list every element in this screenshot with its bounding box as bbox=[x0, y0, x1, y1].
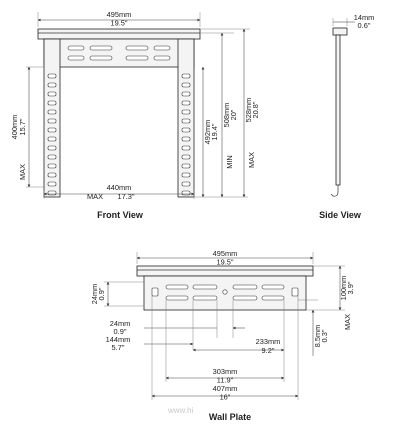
wall-height-mm: 100mm bbox=[339, 275, 348, 301]
wall-top-offset-mm: 24mm bbox=[90, 283, 99, 305]
arm-slot bbox=[48, 128, 56, 132]
arm-slot bbox=[48, 191, 56, 195]
front-width-bottom-mm: 440mm bbox=[106, 183, 132, 192]
front-view-caption: Front View bbox=[97, 210, 143, 220]
wall-width-in: 19.5" bbox=[216, 257, 234, 267]
wall-span-233-mm: 233mm bbox=[255, 337, 281, 346]
side-depth-mm: 14mm bbox=[353, 13, 375, 22]
wall-plate bbox=[90, 249, 355, 422]
front-width-bottom-in: 17.3" bbox=[117, 192, 135, 201]
wall-inner-24-in: 0.9" bbox=[113, 327, 127, 336]
side-bottom-hook bbox=[331, 185, 338, 196]
front-height-492-in: 19.4" bbox=[210, 123, 219, 141]
arm-slot bbox=[48, 146, 56, 150]
front-height-492-mm: 492mm bbox=[203, 119, 212, 145]
front-height-max-mm: 400mm bbox=[10, 114, 19, 140]
arm-slot bbox=[48, 92, 56, 96]
side-top-hook bbox=[333, 28, 347, 35]
wall-left-144-mm: 144mm bbox=[105, 335, 131, 344]
front-height-max-in: 15.7" bbox=[18, 118, 27, 136]
wall-top-offset-in: 0.9" bbox=[97, 287, 106, 301]
wall-height-prefix: MAX bbox=[343, 313, 352, 331]
front-height-508-in: 20" bbox=[229, 109, 238, 121]
front-width-bottom-prefix: MAX bbox=[86, 192, 104, 201]
front-height-528-mm: 528mm bbox=[244, 97, 253, 123]
front-width-top-mm: 495mm bbox=[106, 10, 132, 19]
wall-inner-24-mm: 24mm bbox=[109, 319, 131, 328]
front-width-top-in: 19.5" bbox=[110, 18, 128, 28]
arm-slot bbox=[48, 110, 56, 114]
arm-slot bbox=[182, 173, 190, 177]
watermark: www.hi bbox=[168, 406, 194, 415]
wall-plate-caption: Wall Plate bbox=[208, 412, 252, 422]
wall-height-in: 3.9" bbox=[346, 281, 355, 295]
arm-slot bbox=[182, 182, 190, 186]
arm-slot bbox=[182, 146, 190, 150]
front-top-bar bbox=[38, 29, 200, 39]
wall-top-bar bbox=[137, 266, 313, 276]
arm-slot bbox=[182, 74, 190, 78]
front-height-508-prefix: MIN bbox=[225, 155, 234, 169]
side-arm bbox=[336, 35, 340, 185]
side-view bbox=[319, 13, 374, 220]
wall-width-mm: 495mm bbox=[212, 249, 238, 258]
front-view bbox=[10, 10, 260, 220]
front-height-528-in: 20.8" bbox=[251, 101, 260, 119]
side-depth-in: 0.6" bbox=[357, 21, 371, 30]
front-top-plate bbox=[44, 39, 194, 67]
front-height-528-prefix: MAX bbox=[247, 151, 256, 169]
arm-slot bbox=[182, 101, 190, 105]
wall-span-407-in: 16" bbox=[219, 392, 231, 402]
wall-edge-85-in: 0.3" bbox=[320, 329, 329, 343]
arm-slot bbox=[48, 83, 56, 87]
arm-slot bbox=[48, 155, 56, 159]
arm-slot bbox=[48, 182, 56, 186]
front-height-508-mm: 508mm bbox=[222, 102, 231, 128]
arm-slot bbox=[182, 83, 190, 87]
arm-slot bbox=[182, 92, 190, 96]
arm-slot bbox=[182, 155, 190, 159]
arm-slot bbox=[182, 110, 190, 114]
arm-slot bbox=[182, 128, 190, 132]
wall-span-407-mm: 407mm bbox=[212, 384, 238, 393]
wall-edge-85-mm: 8.5mm bbox=[313, 324, 322, 348]
front-height-max-prefix: MAX bbox=[18, 163, 27, 181]
arm-slot bbox=[48, 164, 56, 168]
arm-slot bbox=[182, 137, 190, 141]
arm-slot bbox=[182, 191, 190, 195]
arm-slot bbox=[182, 164, 190, 168]
arm-slot bbox=[48, 119, 56, 123]
arm-slot bbox=[48, 74, 56, 78]
arm-slot bbox=[48, 101, 56, 105]
side-view-caption: Side View bbox=[319, 210, 361, 220]
arm-slot bbox=[48, 173, 56, 177]
arm-slot bbox=[48, 137, 56, 141]
wall-span-303-mm: 303mm bbox=[212, 367, 238, 376]
wall-left-144-in: 5.7" bbox=[111, 343, 125, 352]
wall-span-233-in: 9.2" bbox=[261, 346, 275, 355]
arm-slot bbox=[182, 119, 190, 123]
wall-span-303-in: 11.9" bbox=[216, 375, 234, 385]
